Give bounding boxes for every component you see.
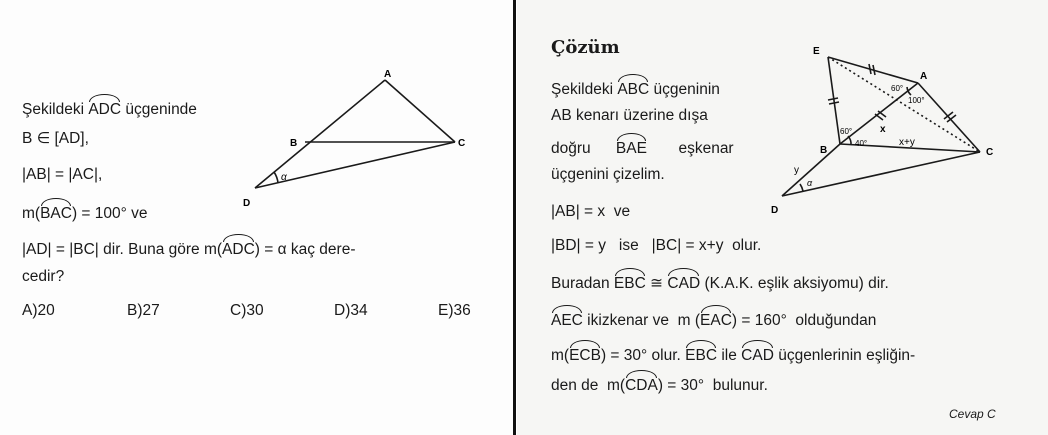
text: ) = α kaç dere-: [254, 241, 356, 258]
solution-line-4: üçgenini çizelim.: [551, 166, 665, 183]
text: Buradan: [551, 275, 610, 292]
panel-divider: [513, 0, 516, 435]
text: ) = 30° bulunur.: [657, 377, 768, 394]
label-d: D: [243, 198, 251, 209]
tick-eb-1: [828, 98, 838, 100]
label-d: D: [771, 205, 779, 216]
tick-ea-2: [873, 65, 875, 75]
text: doğru: [551, 140, 591, 157]
angle-arc-b: [848, 136, 851, 145]
text: ) = 100° ve: [71, 205, 148, 222]
text: ) = 30° olur.: [600, 347, 681, 364]
text: m(: [551, 347, 570, 364]
option-a[interactable]: A)20: [22, 302, 55, 319]
label-alpha: α: [281, 172, 287, 183]
label-x-plus-y: x+y: [899, 137, 915, 148]
answer-label: Cevap C: [949, 407, 996, 421]
angle-name: EAC: [700, 309, 732, 330]
angle-label-60-b: 60°: [840, 127, 853, 136]
text: den de m(: [551, 377, 626, 394]
option-b[interactable]: B)27: [127, 302, 160, 319]
label-a: A: [384, 69, 392, 80]
label-c: C: [986, 147, 994, 158]
text: üçgeninin: [653, 81, 720, 98]
text: ) = 160° olduğundan: [731, 312, 877, 329]
triangle-name: CAD: [741, 344, 774, 365]
congruence-symbol: ≅: [650, 275, 664, 292]
segment-dc: [782, 152, 980, 196]
text: üçgeninde: [125, 101, 197, 118]
alpha-arc: [800, 184, 803, 191]
triangle-name: AEC: [551, 309, 583, 330]
question-line-6: cedir?: [22, 268, 65, 285]
triangle-name: EBC: [685, 344, 717, 365]
text: |AD| = |BC| dir. Buna göre m(: [22, 241, 223, 258]
angle-name: CDA: [625, 374, 658, 395]
question-line-2: B ∈ [AD],: [22, 130, 89, 147]
solution-panel: [517, 0, 1048, 435]
triangle-name: CAD: [667, 272, 700, 293]
label-c: C: [458, 138, 466, 149]
triangle-name: EBC: [614, 272, 646, 293]
option-e[interactable]: E)36: [438, 302, 471, 319]
triangle-name: BAE: [616, 137, 647, 158]
text: Şekildeki: [22, 101, 85, 118]
solution-line-5: |AB| = x ve: [551, 203, 631, 220]
text: ikizkenar ve m (: [582, 312, 701, 329]
tick-ea-1: [869, 64, 871, 74]
text: ile: [721, 347, 737, 364]
angle-label-60-a: 60°: [891, 84, 904, 93]
triangle-name: ABC: [617, 78, 649, 99]
text: eşkenar: [678, 140, 734, 157]
label-x: x: [880, 124, 886, 135]
text: (K.A.K. eşlik aksiyomu) dir.: [700, 275, 889, 292]
angle-name: ECB: [569, 344, 601, 365]
solution-title: Çözüm: [551, 37, 620, 58]
label-b: B: [290, 138, 298, 149]
angle-name: BAC: [40, 202, 72, 223]
text: Şekildeki: [551, 81, 614, 98]
text: üçgenlerinin eşliğin-: [773, 347, 916, 364]
solution-line-2: AB kenarı üzerine dışa: [551, 107, 708, 124]
question-panel: [0, 0, 513, 435]
label-alpha: α: [807, 178, 813, 188]
tick-eb-2: [829, 102, 839, 104]
alpha-arc: [274, 172, 278, 183]
solution-figure: [517, 0, 1048, 435]
solution-line-6: |BD| = y ise |BC| = x+y olur.: [551, 237, 762, 254]
angle-label-100: 100°: [908, 96, 925, 105]
question-figure: [0, 0, 513, 435]
label-a: A: [920, 71, 928, 82]
option-c[interactable]: C)30: [230, 302, 264, 319]
question-line-3: |AB| = |AC|,: [22, 166, 103, 183]
label-y: y: [794, 165, 799, 176]
text: m(: [22, 205, 41, 222]
option-d[interactable]: D)34: [334, 302, 368, 319]
triangle-name: ADC: [88, 98, 121, 119]
segment-ac: [385, 80, 455, 142]
tick-ab-1: [875, 114, 883, 120]
angle-label-40: 40°: [855, 139, 868, 148]
label-b: B: [820, 145, 828, 156]
angle-name: ADC: [222, 238, 255, 259]
segment-bd: [782, 144, 840, 196]
label-e: E: [813, 46, 820, 57]
segment-ea: [828, 57, 918, 83]
segment-eb: [828, 57, 840, 144]
segment-ac: [918, 83, 980, 152]
